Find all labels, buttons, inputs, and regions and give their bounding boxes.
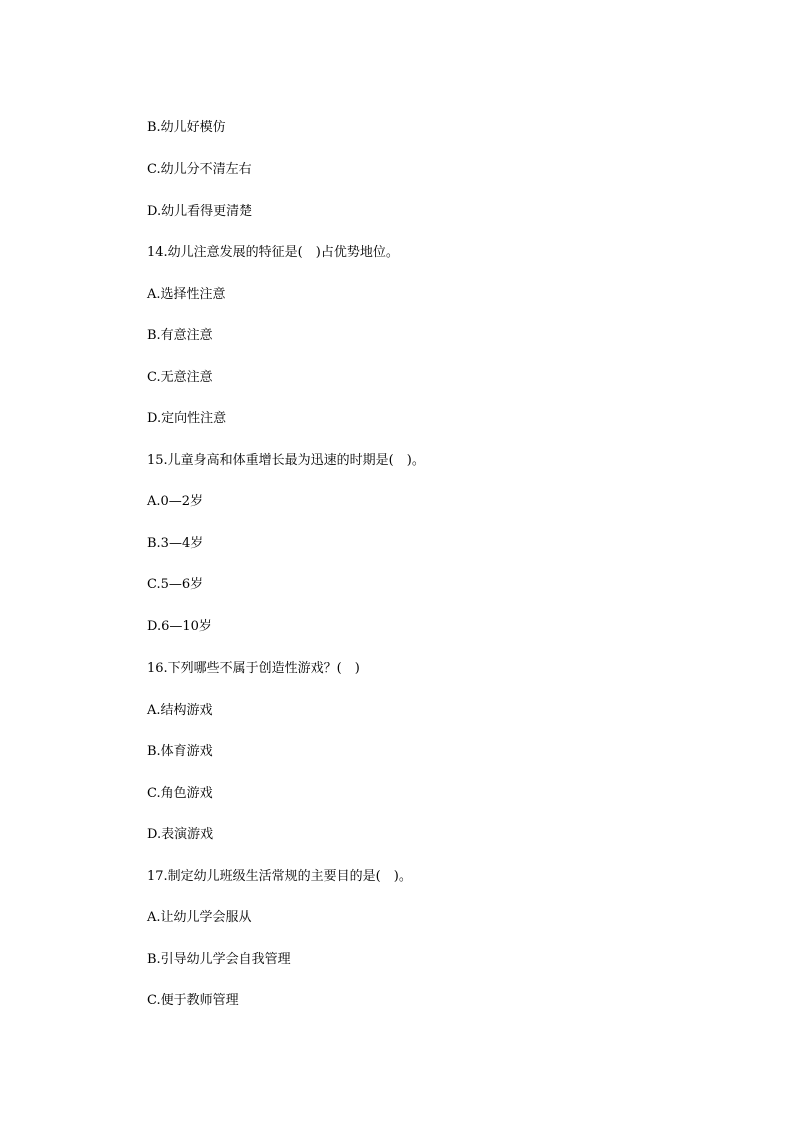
option-16-c: C.角色游戏 <box>147 786 213 801</box>
question-17: 17.制定幼儿班级生活常规的主要目的是( )。 <box>147 869 412 884</box>
option-16-d: D.表演游戏 <box>147 827 214 842</box>
option-14-a: A.选择性注意 <box>147 287 226 302</box>
question-14: 14.幼儿注意发展的特征是( )占优势地位。 <box>147 245 399 260</box>
option-13-d: D.幼儿看得更清楚 <box>147 204 253 219</box>
option-13-b: B.幼儿好模仿 <box>147 120 226 135</box>
option-14-c: C.无意注意 <box>147 370 213 385</box>
option-15-c: C.5—6岁 <box>147 577 204 592</box>
option-16-b: B.体育游戏 <box>147 744 213 759</box>
option-16-a: A.结构游戏 <box>147 703 213 718</box>
option-14-b: B.有意注意 <box>147 328 213 343</box>
option-17-b: B.引导幼儿学会自我管理 <box>147 952 291 967</box>
question-16: 16.下列哪些不属于创造性游戏？( ) <box>147 661 360 676</box>
option-13-c: C.幼儿分不清左右 <box>147 162 252 177</box>
option-17-c: C.便于教师管理 <box>147 993 239 1008</box>
question-15: 15.儿童身高和体重增长最为迅速的时期是( )。 <box>147 453 425 468</box>
option-15-d: D.6—10岁 <box>147 619 212 634</box>
option-17-a: A.让幼儿学会服从 <box>147 910 252 925</box>
option-14-d: D.定向性注意 <box>147 411 227 426</box>
option-15-a: A.0—2岁 <box>147 494 204 509</box>
option-15-b: B.3—4岁 <box>147 536 204 551</box>
